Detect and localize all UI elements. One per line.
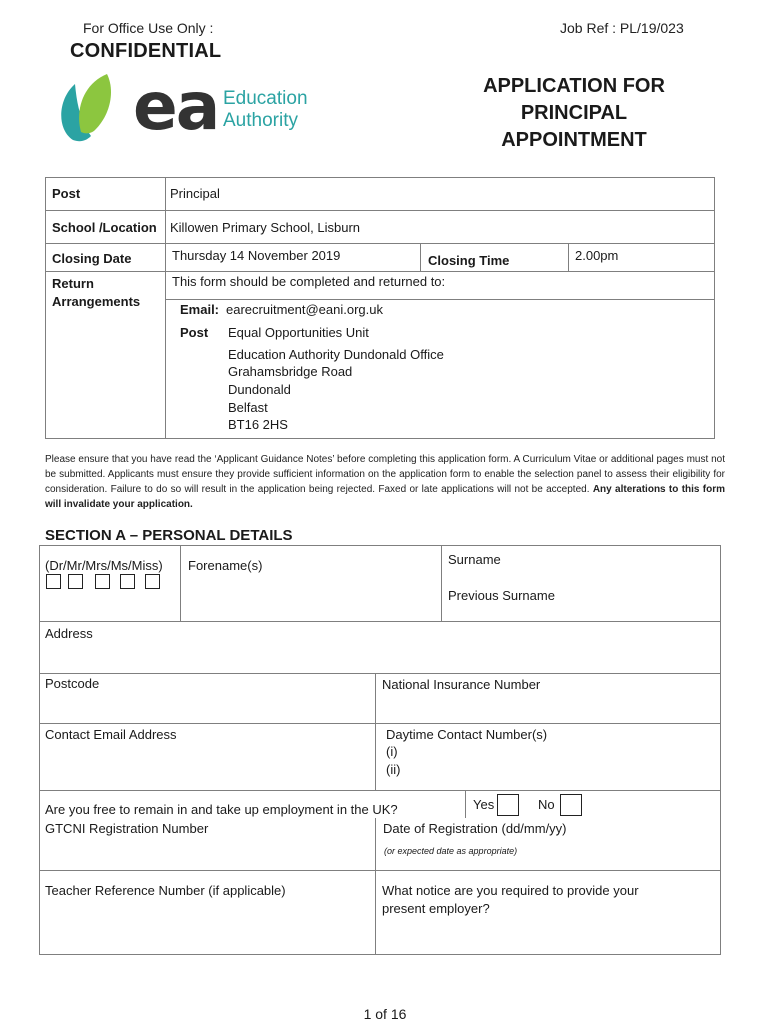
- teacher-ref-field[interactable]: Teacher Reference Number (if applicable): [45, 883, 286, 898]
- leaf-logo-icon: [55, 70, 127, 146]
- previous-surname-field[interactable]: Previous Surname: [448, 588, 555, 603]
- postcode-field[interactable]: Postcode: [45, 676, 100, 691]
- notice-period-question-2: present employer?: [382, 901, 490, 916]
- ea-logo: [55, 68, 335, 146]
- notice-period-question-1[interactable]: What notice are you required to provide your: [382, 883, 639, 898]
- title-checkbox-ms[interactable]: [120, 574, 135, 589]
- gtcni-field[interactable]: GTCNI Registration Number: [45, 821, 209, 836]
- daytime-number-field[interactable]: Daytime Contact Number(s): [386, 727, 548, 742]
- no-label: No: [538, 797, 555, 812]
- return-label-2: Arrangements: [52, 294, 141, 309]
- confidential-label: CONFIDENTIAL: [70, 40, 222, 62]
- ni-number-field[interactable]: National Insurance Number: [382, 677, 541, 692]
- closing-time-label: Closing Time: [428, 253, 510, 268]
- logo-line-1: Education: [223, 88, 308, 109]
- yes-label: Yes: [473, 797, 495, 812]
- title-line-1: APPLICATION FOR: [483, 75, 665, 97]
- logo-ea-mark: ea: [133, 68, 219, 145]
- post-label: Post: [52, 186, 81, 201]
- address-line-4: Dundonald: [228, 382, 291, 397]
- guidance-notice-text: Please ensure that you have read the ‘Applicant Guidance Notes’ before completing this application form. A Curriculum Vitae or additional pages must not be submitted. Applicants must ensure they provide sufficient information on the application form to enable the selection panel to assess their eligibility for consideration. Failure to do so will result in the application being rejected. Faxed or late applications will not be accepted.: [45, 454, 725, 495]
- phone-i-label: (i): [386, 744, 398, 759]
- address-line-6: BT16 2HS: [228, 417, 288, 432]
- post-address-label: Post: [180, 325, 209, 340]
- title-checkbox-miss[interactable]: [145, 574, 160, 589]
- logo-line-2: Authority: [223, 110, 298, 131]
- surname-field[interactable]: Surname: [448, 552, 501, 567]
- email-value: earecruitment@eani.org.uk: [226, 302, 383, 317]
- closing-date-value: Thursday 14 November 2019: [172, 248, 341, 263]
- job-ref: Job Ref : PL/19/023: [560, 20, 684, 36]
- address-line-2: Education Authority Dundonald Office: [228, 347, 444, 362]
- address-line-1: Equal Opportunities Unit: [228, 325, 369, 340]
- guidance-notice: [45, 452, 725, 512]
- section-a-title: SECTION A – PERSONAL DETAILS: [45, 527, 293, 544]
- yes-checkbox[interactable]: [497, 794, 519, 816]
- forename-field[interactable]: Forename(s): [188, 558, 263, 573]
- post-value: Principal: [170, 186, 220, 201]
- no-checkbox[interactable]: [560, 794, 582, 816]
- school-label: School /Location: [52, 220, 157, 235]
- free-to-remain-question: Are you free to remain in and take up employment in the UK?: [45, 802, 398, 817]
- registration-date-note: (or expected date as appropriate): [384, 846, 518, 856]
- title-checkbox-mrs[interactable]: [95, 574, 110, 589]
- title-line-3: APPOINTMENT: [501, 129, 647, 151]
- closing-time-value: 2.00pm: [575, 248, 619, 263]
- title-checkbox-dr[interactable]: [46, 574, 61, 589]
- address-line-3: Grahamsbridge Road: [228, 364, 353, 379]
- email-label: Email:: [180, 302, 220, 317]
- form-title: [474, 73, 674, 154]
- office-use-label: For Office Use Only :: [83, 20, 214, 36]
- title-options-label: (Dr/Mr/Mrs/Ms/Miss): [45, 558, 163, 573]
- guidance-notice-bold: Any alterations to this form will invalidate your application.: [45, 484, 726, 510]
- return-label-1: Return: [52, 276, 94, 291]
- address-line-5: Belfast: [228, 400, 268, 415]
- phone-ii-label: (ii): [386, 762, 401, 777]
- title-checkbox-mr[interactable]: [68, 574, 83, 589]
- return-intro: This form should be completed and returned to:: [172, 274, 446, 289]
- contact-email-field[interactable]: Contact Email Address: [45, 727, 177, 742]
- title-line-2: PRINCIPAL: [520, 102, 628, 124]
- closing-date-label: Closing Date: [52, 251, 132, 266]
- registration-date-field[interactable]: Date of Registration (dd/mm/yy): [383, 821, 567, 836]
- school-value: Killowen Primary School, Lisburn: [170, 220, 361, 235]
- address-field[interactable]: Address: [45, 626, 93, 641]
- page-number: 1 of 16: [363, 1006, 407, 1022]
